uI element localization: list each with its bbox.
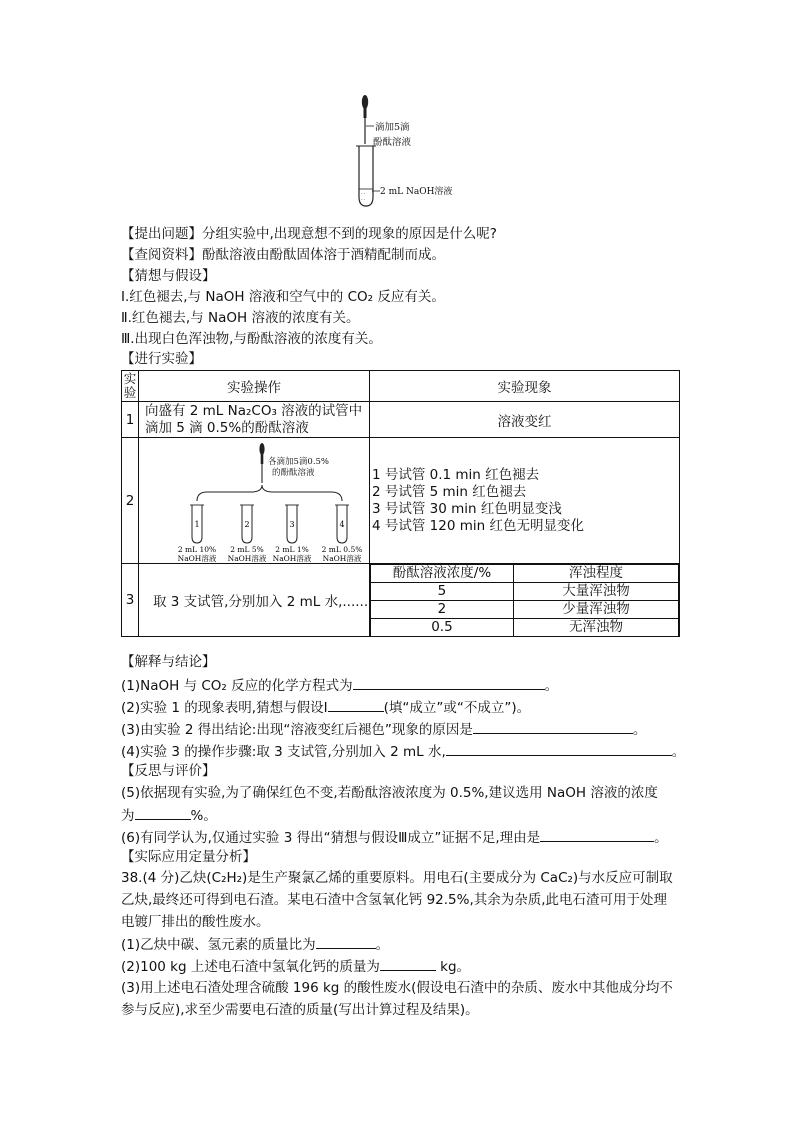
guess-2: Ⅱ.红色褪去,与 NaOH 溶液的浓度有关。 bbox=[121, 310, 360, 326]
row3-no: 3 bbox=[122, 564, 139, 637]
tube-4-label-2: NaOH溶液 bbox=[322, 553, 362, 563]
tube-3-label-2: NaOH溶液 bbox=[272, 553, 312, 563]
sub-header-concentration: 酚酞溶液浓度/% bbox=[370, 565, 513, 583]
tube-4-label-1: 2 mL 0.5% bbox=[321, 544, 363, 554]
explain-title: 【解释与结论】 bbox=[121, 654, 216, 670]
problem-38-line2: 乙炔,最终还可得到电石渣。某电石渣中含氢氧化钙 92.5%,其余为杂质,此电石渣可用于处理 bbox=[121, 892, 668, 908]
dropper-label-1: 滴加5滴 bbox=[375, 122, 410, 133]
question-1-end: 。 bbox=[544, 678, 559, 694]
row2-no: 2 bbox=[122, 438, 139, 564]
experiment-title: 【进行实验】 bbox=[121, 351, 202, 367]
sub-question-2-text: (2)100 kg 上述电石渣中氢氧化钙的质量为 bbox=[121, 959, 380, 975]
question-raise: 【提出问题】分组实验中,出现意想不到的现象的原因是什么呢? bbox=[121, 226, 497, 242]
question-4-text: (4)实验 3 的操作步骤:取 3 支试管,分别加入 2 mL 水, bbox=[121, 744, 446, 760]
sub-question-1-text: (1)乙炔中碳、氢元素的质量比为 bbox=[121, 937, 316, 953]
answer-blank-5[interactable] bbox=[135, 805, 191, 820]
sub-cell-concentration: 2 bbox=[370, 601, 513, 619]
question-5-end: %。 bbox=[190, 808, 217, 824]
tube-3-label-1: 2 mL 1% bbox=[275, 544, 309, 554]
fig-label-1: 各滴加5滴0.5% bbox=[267, 456, 329, 467]
question-6-end: 。 bbox=[654, 830, 668, 846]
sub-header-turbidity: 浑浊程度 bbox=[513, 565, 678, 583]
row2-phenomenon-2: 2 号试管 5 min 红色褪去 bbox=[371, 483, 527, 500]
question-1-text: (1)NaOH 与 CO₂ 反应的化学方程式为 bbox=[121, 678, 353, 694]
row1-no: 1 bbox=[122, 402, 139, 438]
sub-question-1-end: 。 bbox=[375, 937, 390, 953]
four-tube-figure bbox=[139, 439, 369, 563]
answer-blank-6[interactable] bbox=[540, 827, 654, 842]
question-3-text: (3)由实验 2 得出结论:出现“溶液变红后褪色”现象的原因是 bbox=[121, 722, 473, 738]
question-2-text: (2)实验 1 的现象表明,猜想与假设Ⅰ bbox=[121, 700, 328, 716]
tube-3-number: 3 bbox=[289, 519, 295, 529]
table-row bbox=[122, 564, 680, 637]
sub-question-3-line1: (3)用上述电石渣处理含硫酸 196 kg 的酸性废水(假设电石渣中的杂质、废水中其他成分均不 bbox=[121, 980, 673, 996]
tube-3 bbox=[273, 505, 312, 563]
row1-op-line1: 向盛有 2 mL Na₂CO₃ 溶液的试管中 bbox=[144, 402, 363, 419]
problem-38-line1: 38.(4 分)乙炔(C₂H₂)是生产聚氯乙烯的重要原料。用电石(主要成分为 CaC₂)与水反应可制取 bbox=[121, 870, 673, 886]
guess-title: 【猜想与假设】 bbox=[121, 268, 216, 284]
row2-phenomenon-4: 4 号试管 120 min 红色无明显变化 bbox=[371, 517, 584, 534]
answer-blank-3[interactable] bbox=[473, 719, 633, 734]
info-lookup: 【查阅资料】酚酞溶液由酚酞固体溶于酒精配制而成。 bbox=[121, 247, 445, 263]
question-3-end: 。 bbox=[632, 722, 647, 738]
svg-text:- -: - - bbox=[361, 197, 366, 202]
sub-question-1 bbox=[121, 934, 389, 955]
answer-blank-s1[interactable] bbox=[316, 934, 376, 949]
guess-3: Ⅲ.出现白色浑浊物,与酚酞溶液的浓度有关。 bbox=[121, 331, 382, 347]
sub-cell-turbidity: 少量浑浊物 bbox=[513, 601, 678, 619]
question-4 bbox=[121, 741, 685, 762]
question-6 bbox=[121, 827, 668, 848]
question-5-line1: (5)依据现有实验,为了确保红色不变,若酚酞溶液浓度为 0.5%,建议选用 NaOH 溶液的浓度 bbox=[121, 785, 658, 801]
table-row bbox=[122, 402, 680, 438]
tube-2-label-2: NaOH溶液 bbox=[227, 553, 267, 563]
answer-blank-1[interactable] bbox=[353, 675, 545, 690]
sub-question-2-end: kg。 bbox=[435, 959, 471, 975]
tube-4-number: 4 bbox=[339, 519, 345, 529]
sub-cell-concentration: 0.5 bbox=[370, 619, 513, 637]
concentration-subtable bbox=[370, 564, 679, 636]
problem-38-line3: 电镀厂排出的酸性废水。 bbox=[121, 914, 270, 930]
tube-4 bbox=[322, 505, 363, 563]
table-header-row bbox=[122, 371, 680, 402]
question-4-end: 。 bbox=[671, 744, 686, 760]
dropper-label-2: 酚酞溶液 bbox=[373, 137, 412, 148]
question-6-text: (6)有同学认为,仅通过实验 3 得出“猜想与假设Ⅲ成立”证据不足,理由是 bbox=[121, 830, 541, 846]
question-1 bbox=[121, 675, 558, 696]
question-3 bbox=[121, 719, 646, 740]
tube-1-label-1: 2 mL 10% bbox=[177, 544, 217, 554]
tube-1-number: 1 bbox=[194, 519, 200, 529]
header-phenomenon: 实验现象 bbox=[369, 371, 679, 402]
guess-1: Ⅰ.红色褪去,与 NaOH 溶液和空气中的 CO₂ 反应有关。 bbox=[121, 289, 445, 305]
reflect-title: 【反思与评价】 bbox=[121, 763, 216, 779]
sub-cell-concentration: 5 bbox=[370, 583, 513, 601]
question-2-end: (填“成立”或“不成立”)。 bbox=[383, 700, 531, 716]
row1-op-line2: 滴加 5 滴 0.5%的酚酞溶液 bbox=[144, 419, 309, 436]
tube-1 bbox=[178, 505, 217, 563]
apply-title: 【实际应用定量分析】 bbox=[121, 849, 256, 865]
dropper-tube-figure bbox=[330, 92, 470, 214]
question-2 bbox=[121, 697, 530, 718]
tube-2-label-1: 2 mL 5% bbox=[230, 544, 264, 554]
svg-text:- -: - - bbox=[361, 191, 366, 196]
fig-label-2: 的酚酞溶液 bbox=[271, 467, 315, 478]
table-row bbox=[122, 438, 680, 564]
question-5-line2 bbox=[121, 805, 217, 826]
table-row bbox=[370, 619, 678, 637]
experiment-table bbox=[121, 370, 680, 637]
question-5-text: 为 bbox=[121, 808, 135, 824]
header-operation: 实验操作 bbox=[138, 371, 369, 402]
row2-phenomenon-3: 3 号试管 30 min 红色明显变浅 bbox=[371, 500, 562, 517]
tube-2 bbox=[228, 505, 267, 563]
sub-cell-turbidity: 无浑浊物 bbox=[513, 619, 678, 637]
sub-question-3-line2: 参与反应),求至少需要电石渣的质量(写出计算过程及结果)。 bbox=[121, 1002, 479, 1018]
row2-phenomenon-1: 1 号试管 0.1 min 红色褪去 bbox=[371, 466, 540, 483]
tube-label: 2 mL NaOH溶液 bbox=[380, 187, 453, 197]
row3-operation: 取 3 支试管,分别加入 2 mL 水,...... bbox=[138, 564, 369, 637]
answer-blank-s2[interactable] bbox=[380, 956, 436, 971]
sub-question-2 bbox=[121, 956, 470, 977]
answer-blank-2[interactable] bbox=[328, 697, 384, 712]
sub-cell-turbidity: 大量浑浊物 bbox=[513, 583, 678, 601]
table-row bbox=[370, 583, 678, 601]
tube-2-number: 2 bbox=[244, 519, 250, 529]
header-no: 实验 bbox=[122, 371, 139, 402]
answer-blank-4[interactable] bbox=[446, 741, 672, 756]
table-row bbox=[370, 601, 678, 619]
tube-1-label-2: NaOH溶液 bbox=[177, 553, 217, 563]
row1-phenomenon: 溶液变红 bbox=[369, 402, 679, 438]
